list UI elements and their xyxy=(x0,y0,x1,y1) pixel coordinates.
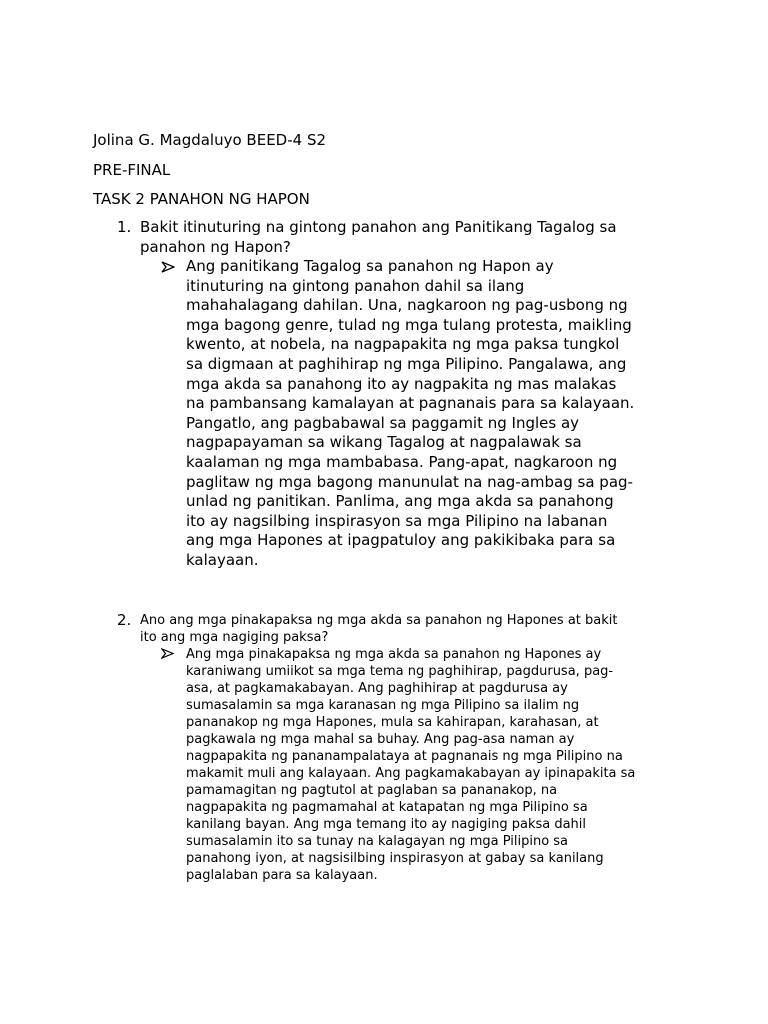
student-name-line: Jolina G. Magdaluyo BEED-4 S2 xyxy=(93,131,327,149)
answer-2-text: Ang mga pinakapaksa ng mga akda sa panahon ng Hapones ay karaniwang umiikot sa mga tema ng paghihirap, pagdurusa, pag-asa, at pagkamakabayan. Ang paghihirap at pagdurusa ay sumasalamin sa mga karanasan ng mga Pilipino sa ilalim ng pananakop ng mga Hapones, mula sa kahirapan, karahasan, at pagkawala ng mga mahal sa buhay. Ang pag-asa naman ay nagpapakita ng pananampalataya at pagnanais ng mga Pilipino na makamit muli ang kalayaan. Ang pagkamakabayan ay ipinapakita sa pamamagitan ng pagtutol at paglaban sa pananakop, na nagpapakita ng pagmamahal at katapatan ng mga Pilipino sa kanilang bayan. Ang mga temang ito ay nagiging paksa dahil sumasalamin ito sa tunay na kalagayan ng mga Pilipino sa panahong iyon, at nagsisilbing inspirasyon at gabay sa kanilang paglalaban para sa kalayaan. xyxy=(186,647,636,883)
answer-1-text: Ang panitikang Tagalog sa panahon ng Hapon ay itinuturing na gintong panahon dahil sa ilang mahahalagang dahilan. Una, nagkaroon ng pag-usbong ng mga bagong genre, tulad ng mga tulang protesta, maikling kwento, at nobela, na nagpapakita ng mga paksa tungkol sa digmaan at paghihirap ng mga Pilipino. Pangalawa, ang mga akda sa panahong ito ay nagpakita ng mas malakas na pambansang kamalayan at pagnanais para sa kalayaan. Pangatlo, ang pagbabawal sa paggamit ng Ingles ay nagpapayaman sa wikang Tagalog at nagpalawak sa kaalaman ng mga mambabasa. Pang-apat, nagkaroon ng paglitaw ng mga bagong manunulat na nag-ambag sa pag-unlad ng panitikan. Panlima, ang mga akda sa panahong ito ay nagsilbing inspirasyon sa mga Pilipino na labanan ang mga Hapones at ipagpatuloy ang pakikibaka para sa kalayaan. xyxy=(186,257,635,569)
question-2-text: Ano ang mga pinakapaksa ng mga akda sa panahon ng Hapones at bakit ito ang mga nagiging paksa? xyxy=(140,613,618,645)
question-1-number: 1. xyxy=(117,218,132,236)
exam-label: PRE-FINAL xyxy=(93,161,171,179)
arrow-bullet-icon xyxy=(161,261,175,273)
task-title: TASK 2 PANAHON NG HAPON xyxy=(93,190,310,208)
question-2-number: 2. xyxy=(117,611,132,629)
question-1-text: Bakit itinuturing na gintong panahon ang Panitikang Tagalog sa panahon ng Hapon? xyxy=(140,218,617,256)
arrow-bullet-icon xyxy=(161,648,174,659)
